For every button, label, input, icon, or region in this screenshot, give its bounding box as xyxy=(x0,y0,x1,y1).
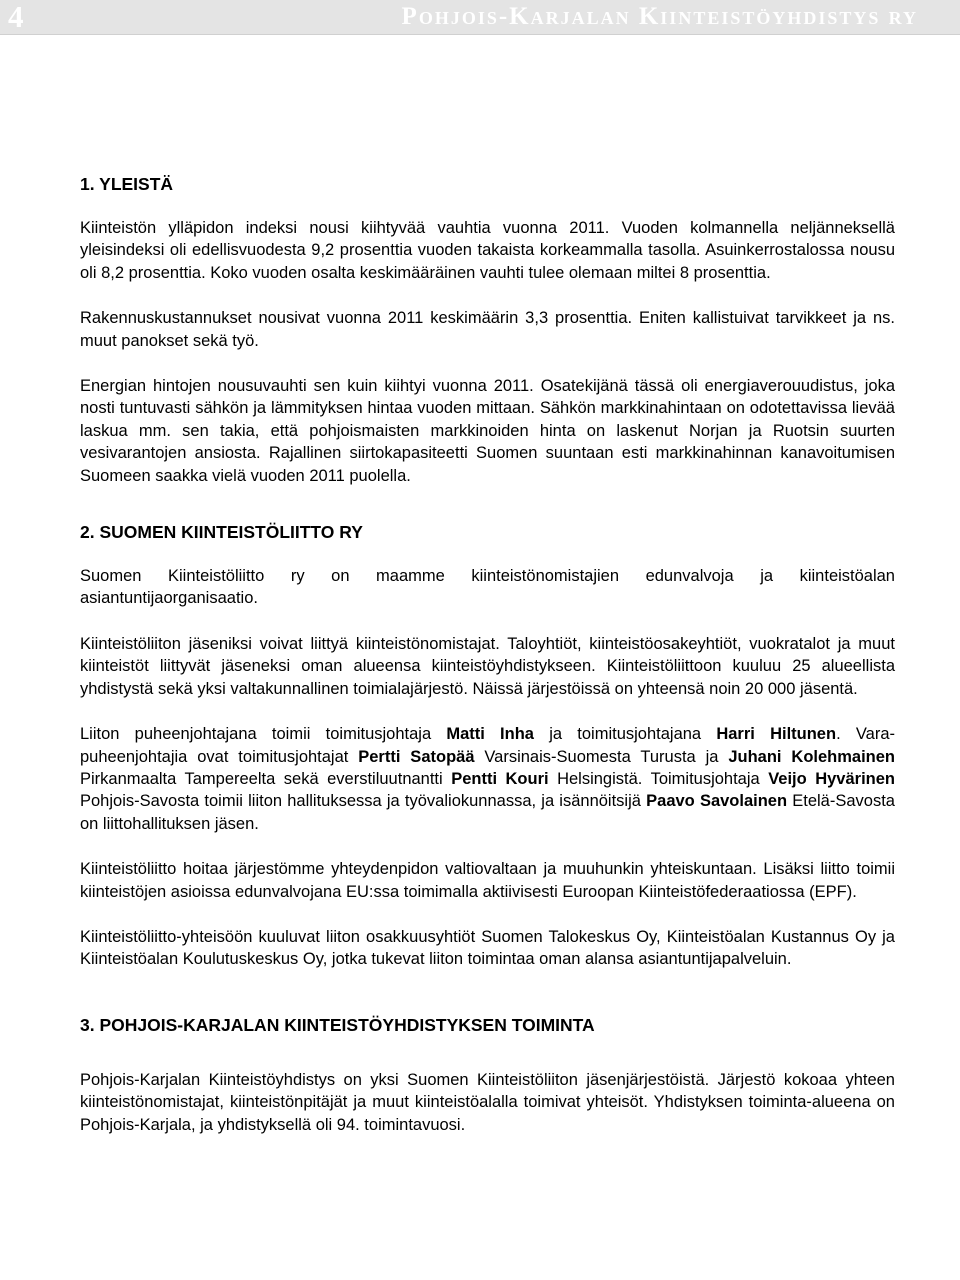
paragraph: Rakennuskustannukset nousivat vuonna 2011 keskimäärin 3,3 prosenttia. Eniten kallistuivat tarvikkeet ja ns. muut panokset sekä työ. xyxy=(80,309,895,350)
page-number: 4 xyxy=(8,0,24,34)
person-name: Paavo Savolainen xyxy=(646,792,788,811)
person-name: Harri Hiltunen xyxy=(716,725,837,744)
paragraph-board-members xyxy=(80,723,895,835)
page-header xyxy=(0,0,960,35)
running-header-title: Pohjois-Karjalan Kiinteistöyhdistys ry xyxy=(401,3,918,30)
paragraph: Kiinteistöliiton jäseniksi voivat liittyä kiinteistönomistajat. Taloyhtiöt, kiinteistöosakeyhtiöt, vuokratalot ja muut kiinteistöt liittyvät jäseneksi oman alueensa kiinteistöyhdistykseen. Kiinteistöliittoon kuuluu 25 alueellista yhdistystä sekä yksi valtakunnallinen toimialajärjestö. Näissä järjestöissä on yhteensä noin 20 000 jäsentä. xyxy=(80,634,895,698)
paragraph: Kiinteistön ylläpidon indeksi nousi kiihtyvää vauhtia vuonna 2011. Vuoden kolmannella neljänneksellä yleisindeksi oli edellisvuodesta 9,2 prosenttia vuoden takaista korkeammalla tasolla. Asuinkerrostalossa nousu oli 8,2 prosenttia. Koko vuoden osalta keskimääräinen vauhti tulee olemaan miltei 8 prosenttia. xyxy=(80,219,895,282)
text: . Vara-puheenjohtajia ovat toimitusjohtajat xyxy=(80,725,895,766)
paragraph: Kiinteistöliitto hoitaa järjestömme yhteydenpidon valtiovaltaan ja muuhunkin yhteiskuntaan. Lisäksi liitto toimii kiinteistöjen asioissa edunvalvojana EU:ssa toimimalla aktiivisesti Euroopan Kiinteistöfederaatiossa (EPF). xyxy=(80,860,895,901)
paragraph: Suomen Kiinteistöliitto ry on maamme kiinteistönomistajien edunvalvoja ja kiinteistöalan asiantuntijaorganisaatio. xyxy=(80,567,895,608)
paragraph: Energian hintojen nousuvauhti sen kuin kiihtyi vuonna 2011. Osatekijänä tässä oli energiaverouudistus, joka nosti tuntuvasti sähkön ja lämmityksen hintaa vuoden mittaan. Sähkön markkinahintaan on odotettavissa lievää laskua mm. sen takia, että pohjoismaisten markkinoiden hinta on laskenut Norjan ja Ruotsin suurten vesivarantojen ansiosta. Rajallinen siirtokapasiteetti Suomen suuntaan esti markkinahinnan kanavoitumisen Suomeen saakka vielä vuoden 2011 puolella. xyxy=(80,377,895,485)
paragraph: Kiinteistöliitto-yhteisöön kuuluvat liiton osakkuusyhtiöt Suomen Talokeskus Oy, Kiinteistöalan Kustannus Oy ja Kiinteistöalan Koulutuskeskus Oy, jotka tukevat liiton toimintaa oman alansa asiantuntijapalveluin. xyxy=(80,927,895,969)
section-heading-1: 1. YLEISTÄ xyxy=(80,174,174,194)
person-name: Pertti Satopää xyxy=(358,747,475,766)
person-name: Matti Inha xyxy=(446,725,534,744)
section-heading-2: 2. SUOMEN KIINTEISTÖLIITTO RY xyxy=(80,522,363,543)
person-name: Juhani Kolehmainen xyxy=(728,747,896,766)
text: Helsingistä. Toimitusjohtaja xyxy=(548,769,769,788)
person-name: Veijo Hyvärinen xyxy=(768,769,895,788)
paragraph: Pohjois-Karjalan Kiinteistöyhdistys on yksi Suomen Kiinteistöliiton jäsenjärjestöistä. Järjestö kokoaa yhteen kiinteistönomistajat, kiinteistönpitäjät ja muut kiinteistöalalla toimivat yhteisöt. Yhdistyksen toiminta-alueena on Pohjois-Karjala, ja yhdistyksellä oli 94. toimintavuosi. xyxy=(80,1070,895,1134)
text: Pohjois-Savosta toimii liiton hallituksessa ja työvaliokunnassa, ja isännöitsijä xyxy=(80,792,647,811)
text: ja toimitusjohtajana xyxy=(533,725,717,744)
text: Liiton puheenjohtajana toimii toimitusjohtaja xyxy=(80,725,447,744)
document-body xyxy=(80,173,895,1136)
person-name: Pentti Kouri xyxy=(451,769,549,788)
text: Etelä-Savosta on liittohallituksen jäsen. xyxy=(80,792,895,833)
text: Varsinais-Suomesta Turusta ja xyxy=(474,747,729,766)
section-heading-3: 3. POHJOIS-KARJALAN KIINTEISTÖYHDISTYKSEN TOIMINTA xyxy=(80,1014,595,1035)
text: Pirkanmaalta Tampereelta sekä everstiluutnantti xyxy=(80,769,452,788)
